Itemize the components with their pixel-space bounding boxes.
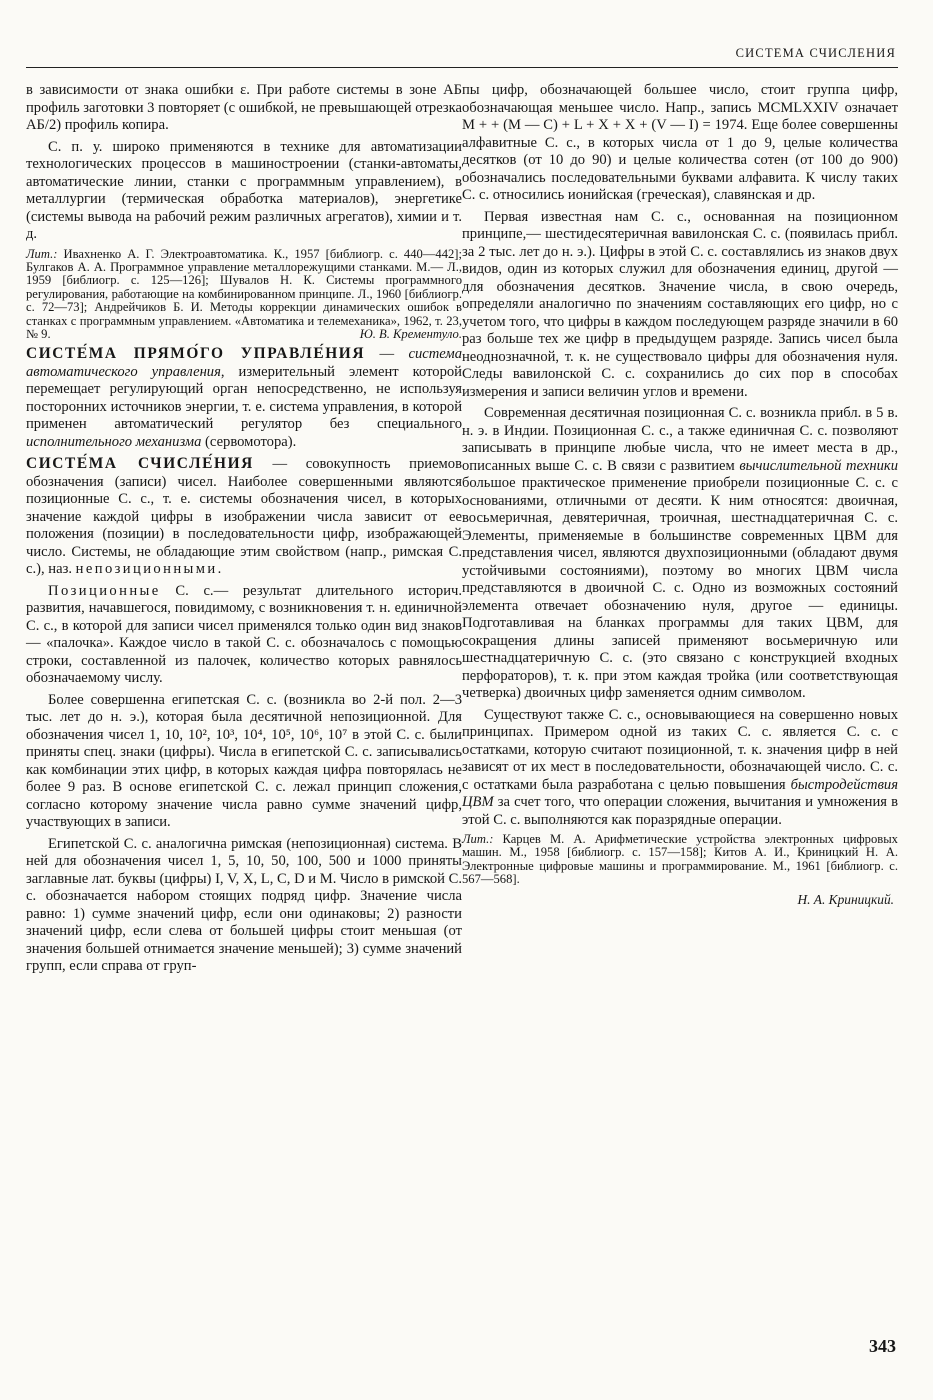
page-number: 343 — [869, 1336, 896, 1356]
paragraph-text: за счет того, что операции сложения, вычитания и умножения в этой С. с. выполняются как поразрядные операции. — [462, 794, 898, 828]
entry-link: исполнительного механизма — [26, 433, 202, 450]
entry-link: вычислительной техники — [739, 457, 898, 474]
paragraph: Египетской С. с. аналогична римская (непозиционная) система. В ней для обозначения чисел 1, 5, 10, 50, 100, 500 и 1000 приняты заглавные лат. буквы (цифры) I, V, X, L, C, D и M. Число в римской С. с. обозначается набором стоящих подряд цифр. Значение числа равно: 1) сумме значений цифр, если они одинаковы; 2) разности значений цифр, если слева от большей цифры стоит меньшая (от значения большей отнимается значение меньшей); 3) сумме значений групп, если справа от груп- — [26, 835, 462, 975]
paragraph: пы цифр, обозначающей большее число, стоит группа цифр, обозначающая меньшее число. Напр., запись MCMLXXIV означает M + + (M — C) + L + X + X + (V — I) = 1974. Еще более совершенны алфавитные С. с., в которых числа от 1 до 9, целые количества десятков (от 10 до 90) и целые количества сотен (от 100 до 900) обозначались последовательными буквами алфавита. К числу таких С. с. относились ионийская (греческая), славянская и др. — [462, 82, 898, 203]
paragraph-text: Существуют также С. с., основывающиеся на совершенно новых принципах. Примером одной из таких С. с. является С. с. с остатками, которую считают позиционной, т. к. значения цифр в ней зависят от их мест в последовательности, обозначающей число. С. с. с остатками была разработана с целью повышения — [462, 706, 898, 793]
paragraph-text: С. с.— результат длительного историч. развития, начавшегося, повидимому, с возникновения т. н. единичной С. с., в которой для записи чисел применялся только один вид знаков — «палочка». Каждое число в такой С. с. обозначалось с помощью строки, составленной из палочек, количество которых равнялось обозначаемому числу. — [26, 582, 462, 687]
entry-number-system — [26, 455, 462, 579]
running-title: СИСТЕМА СЧИСЛЕНИЯ — [735, 46, 896, 60]
lit-text: Ивахненко А. Г. Электроавтоматика. К., 1957 [библиогр. с. 440—442]; Булгаков А. А. Программное управление металлорежущими станками. М.— Л., 1959 [библиогр. с. 125—126]; Шувалов Н. К. Системы программного регулирования, работающие на комбинированном принципе. Л., 1960 [библиогр. с. 72—73]; Андрейчиков Б. И. Методы коррекции динамических ошибок в станках с программным управлением. «Автоматика и телемеханика», 1962, т. 23, № 9. — [26, 246, 462, 341]
entry-text: — совокупность приемов обозначения (записи) чисел. Наиболее совершенными являются позиционные С. с., т. е. системы обозначения чисел, в которых значение каждой цифры в изображении числа зависит от ее положения (позиции) в последовательности цифр, изображающей число. Системы, не обладающие этим свойством (напр., римская С. с.), наз. — [26, 456, 462, 578]
lit-label: Лит.: — [26, 246, 58, 261]
lit-label: Лит.: — [462, 832, 494, 846]
paragraph: Первая известная нам С. с., основанная на позиционном принципе,— шестидесятеричная вавилонская С. с. (появилась прибл. за 2 тыс. лет до н. э.). Цифры в этой С. с. составлялись из знаков двух видов, один из которых служил для обозначения единиц, другой — для обозначения десятков. Значение числа, в свою очередь, определяли аналогично по значениям составляющих его цифр, но с учетом того, что цифры в каждом последующем разряде значили в 60 раз больше тех же цифр в предыдущем разряде. Запись чисел была неоднозначной, т. к. не существовало цифры для обозначения нуля. Следы вавилонской С. с. сохранились до сих пор в способах измерения и записи величин углов и времени. — [462, 208, 898, 400]
lit-text: Карцев М. А. Арифметические устройства электронных цифровых машин. М., 1958 [библиогр. с. 157—158]; Китов А. И., Криницкий Н. А. Электронные цифровые машины и программирование. М., 1961 [библиогр. с. 567—568]. — [462, 832, 898, 887]
author-signature: Н. А. Криницкий. — [797, 891, 894, 907]
paragraph — [462, 707, 898, 830]
spaced-term: непозиционными — [75, 561, 218, 578]
bibliography — [462, 833, 898, 887]
header-rule — [26, 67, 898, 68]
paragraph-text: большое практическое применение приобрели позиционные С. с. с основаниями, отличными от десяти. К ним относятся: двоичная, восьмеричная, девятеричная, троичная, шестнадцатеричная С. с. Элементы, применяемые в большинстве современных ЦВМ для представления чисел, являются двухпозиционными (обладают двумя устойчивыми состояниями), поэтому во многих ЦВМ числа представляются в двоичной С. с. Одно из возможных состояний элемента отвечает обозначению нуля, другое — единицы. Подготавливая на бланках программы для таких ЦВМ, для сокращения длины записей применяют восьмеричную или шестнадцатеричную С. с. (это связано с конструкцией входных перфораторов), т. к. при этом каждая тройка (или соответствующая четверка) двоичных цифр заменяется одним символом. — [462, 475, 898, 701]
entry-term: СИСТЕ́МА ПРЯМО́ГО УПРАВЛЕ́НИЯ — [26, 345, 366, 363]
right-column — [462, 82, 898, 908]
paragraph-text: Современная десятичная позиционная С. с. возникла прибл. в 5 в. н. э. в Индии. Позиционная С. с., а также единичная С. с. позволяют записывать в принципе любые числа, что не имеет места в др., описанных выше С. с. В связи с развитием — [462, 405, 898, 474]
author-signature: Ю. В. Крементуло. — [359, 326, 462, 341]
paragraph — [462, 405, 898, 703]
left-column — [26, 82, 462, 980]
entry-link: быстродействия ЦВМ — [462, 776, 898, 810]
entry-term: СИСТЕ́МА СЧИСЛЕ́НИЯ — [26, 455, 254, 473]
paragraph: Более совершенна египетская С. с. (возникла во 2-й пол. 2—3 тыс. лет до н. э.), которая была десятичной непозиционной. Для обозначения чисел 1, 10, 10², 10³, 10⁴, 10⁵, 10⁶, 10⁷ в этой С. с. были приняты спец. знаки (цифры). Числа в египетской С. с. записывались как комбинации этих цифр, в которых каждая цифра повторялась не более 9 раз. В основе египетской С. с. лежал принцип сложения, согласно которому значение числа равно сумме значений цифр, участвующих в записи. — [26, 691, 462, 831]
paragraph: в зависимости от знака ошибки ε. При работе системы в зоне АБ профиль заготовки 3 повторяет (с ошибкой, не превышающей отрезка АБ/2) профиль копира. — [26, 82, 462, 133]
entry-dash: — — [365, 346, 409, 363]
paragraph — [26, 583, 462, 688]
entry-system-direct-control — [26, 345, 462, 451]
bibliography — [26, 248, 462, 342]
entry-text: (сервомотора). — [201, 433, 297, 450]
spaced-term: Позиционные — [48, 582, 161, 599]
entry-text: , измерительный элемент которой перемещает регулирующий орган непосредственно, не используя посторонних источников энергии, т. е. система управления, в которой применен автоматический регулятор без специального — [26, 363, 462, 433]
entry-text: . — [217, 561, 222, 578]
entry-link: система автоматического управления — [26, 346, 463, 380]
paragraph: С. п. у. широко применяются в технике для автоматизации технологических процессов в машиностроении (станки-автоматы, автоматические линии, станки с программным управлением), в металлургии (термическая обработка материалов), энергетике (системы вывода на рабочий режим различных агрегатов), химии и т. д. — [26, 138, 462, 242]
